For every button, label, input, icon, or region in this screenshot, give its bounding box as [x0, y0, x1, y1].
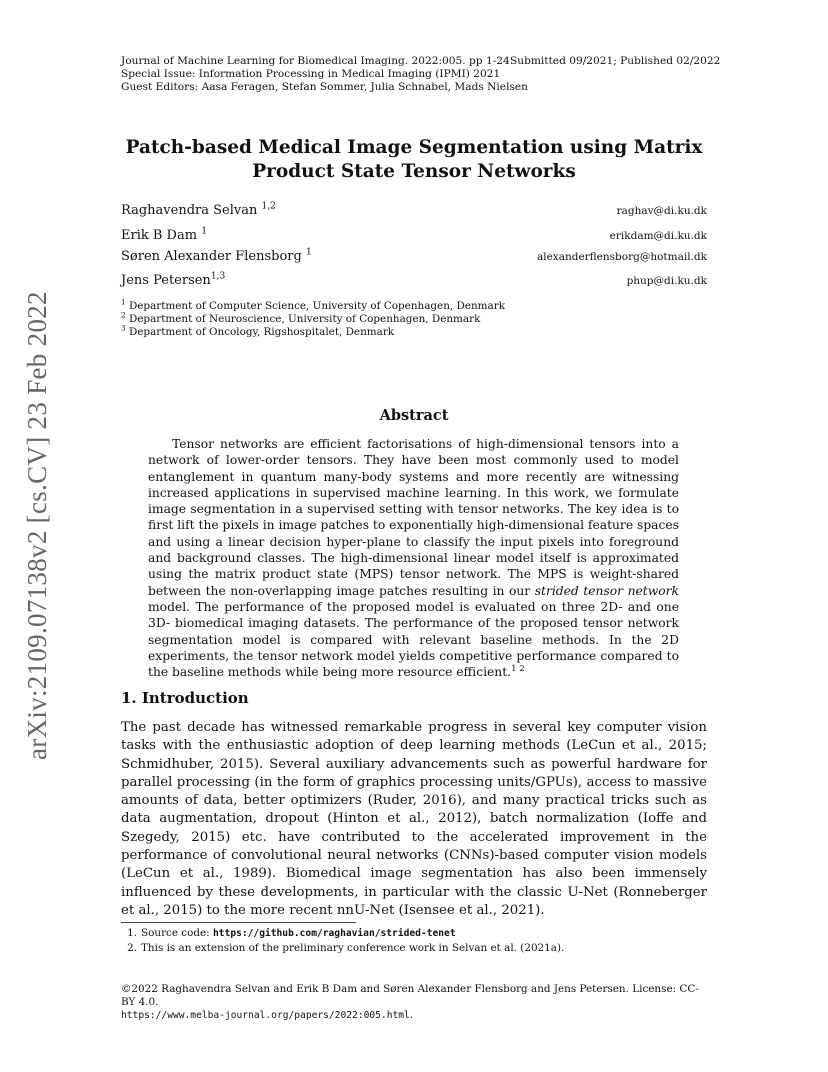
paper-url-link[interactable]: https://www.melba-journal.org/papers/2022:005.html [121, 1010, 410, 1021]
affil-sup: 1 [121, 297, 126, 307]
title-line-2: Product State Tensor Networks [252, 161, 576, 182]
copyright-notice [121, 983, 707, 1022]
guest-editors: Guest Editors: Aasa Feragen, Stefan Sommer, Julia Schnabel, Mads Nielsen [121, 81, 528, 93]
author-row [121, 228, 707, 246]
footnote-2 [121, 942, 564, 955]
affiliation [121, 297, 505, 313]
author-affil-sup: 1,2 [261, 201, 276, 212]
author-name: Jens Petersen [121, 273, 211, 288]
footnote-number: 1. [127, 927, 137, 939]
author-affil-sup: 1 [201, 226, 207, 237]
author-name: Raghavendra Selvan [121, 203, 258, 218]
author-affil-sup: 1,3 [210, 271, 226, 282]
affiliations [121, 297, 505, 339]
abstract-heading: Abstract [379, 407, 449, 424]
footnote-text: Source code: [141, 927, 210, 939]
author-email[interactable]: alexanderflensborg@hotmail.dk [536, 251, 707, 263]
affil-text: Department of Oncology, Rigshospitalet, Denmark [128, 326, 395, 338]
journal-citation: Journal of Machine Learning for Biomedical Imaging. 2022:005. pp 1-24 [121, 55, 510, 67]
journal-header [121, 55, 721, 94]
url-suffix: . [409, 1009, 414, 1021]
affil-sup: 2 [121, 310, 126, 320]
affil-text: Department of Computer Science, University of Copenhagen, Denmark [128, 300, 505, 312]
footnote-1 [121, 927, 456, 940]
section-heading-introduction: 1. Introduction [121, 689, 249, 707]
source-code-link[interactable]: https://github.com/raghavian/strided-tenet [213, 928, 456, 939]
abstract-text-2: model. The performance of the proposed model is evaluated on three 2D- and one 3D- biomedical imaging datasets. The performance of the proposed tensor network segmentation model is compared with relevant baseline methods. In the 2D experiments, the tensor network model yields competitive performance compared to the baseline methods while being more resource efficient. [148, 599, 679, 680]
abstract-body [148, 436, 679, 680]
author-email[interactable]: raghav@di.ku.dk [616, 205, 707, 217]
abstract-text-1: Tensor networks are efficient factorisations of high-dimensional tensors into a network of lower-order tensors. They have been most commonly used to model entanglement in quantum many-body systems and more recently are witnessing increased applications in supervised machine learning. In this work, we formulate image segmentation in a supervised setting with tensor networks. The key idea is to first lift the pixels in image patches to exponentially high-dimensional feature spaces and using a linear decision hyper-plane to classify the input pixels into foreground and background classes. The high-dimensional linear model itself is approximated using the matrix product state (MPS) tensor network. The MPS is weight-shared between the non-overlapping image patches resulting in our [148, 437, 679, 598]
author-row [121, 273, 707, 291]
author-name: Erik B Dam [121, 228, 198, 243]
paper-title [100, 136, 728, 184]
author-row [121, 203, 707, 221]
affiliation [121, 323, 505, 339]
footnote-number: 2. [127, 942, 137, 954]
copyright-text: ©2022 Raghavendra Selvan and Erik B Dam and Søren Alexander Flensborg and Jens Petersen. License: CC-BY 4.0. [121, 983, 699, 1008]
author-row [121, 249, 707, 267]
footnote-rule [121, 922, 356, 923]
author-affil-sup: 1 [305, 247, 312, 258]
affiliation [121, 310, 505, 326]
author-email[interactable]: phup@di.ku.dk [626, 275, 707, 287]
abstract-emphasis: strided tensor network [534, 583, 679, 598]
title-line-1: Patch-based Medical Image Segmentation using Matrix [125, 137, 703, 158]
author-name: Søren Alexander Flensborg [121, 249, 302, 264]
affil-text: Department of Neuroscience, University of Copenhagen, Denmark [128, 313, 481, 325]
introduction-body: The past decade has witnessed remarkable progress in several key computer vision tasks with the enthusiastic adoption of deep learning methods (LeCun et al., 2015; Schmidhuber, 2015). Several auxiliary advancements such as powerful hardware for parallel processing (in the form of graphics processing units/GPUs), access to massive amounts of data, better optimizers (Ruder, 2016), and many practical tricks such as data augmentation, dropout (Hinton et al., 2012), batch normalization (Ioffe and Szegedy, 2015) etc. have contributed to the accelerated improvement in the performance of convolutional neural networks (CNNs)-based computer vision models (LeCun et al., 1989). Biomedical image segmentation has also been immensely influenced by these developments, in particular with the classic U-Net (Ronneberger et al., 2015) to the more recent nnU-Net (Isensee et al., 2021). [121, 720, 707, 918]
arxiv-identifier-stamp: arXiv:2109.07138v2 [cs.CV] 23 Feb 2022 [22, 291, 52, 760]
affil-sup: 3 [121, 323, 126, 333]
submission-dates: Submitted 09/2021; Published 02/2022 [510, 55, 721, 67]
special-issue: Special Issue: Information Processing in Medical Imaging (IPMI) 2021 [121, 68, 501, 80]
footnote-text: This is an extension of the preliminary conference work in Selvan et al. (2021a). [141, 942, 565, 954]
author-email[interactable]: erikdam@di.ku.dk [609, 230, 707, 242]
abstract-footnote-marks[interactable]: 1 2 [511, 664, 525, 675]
